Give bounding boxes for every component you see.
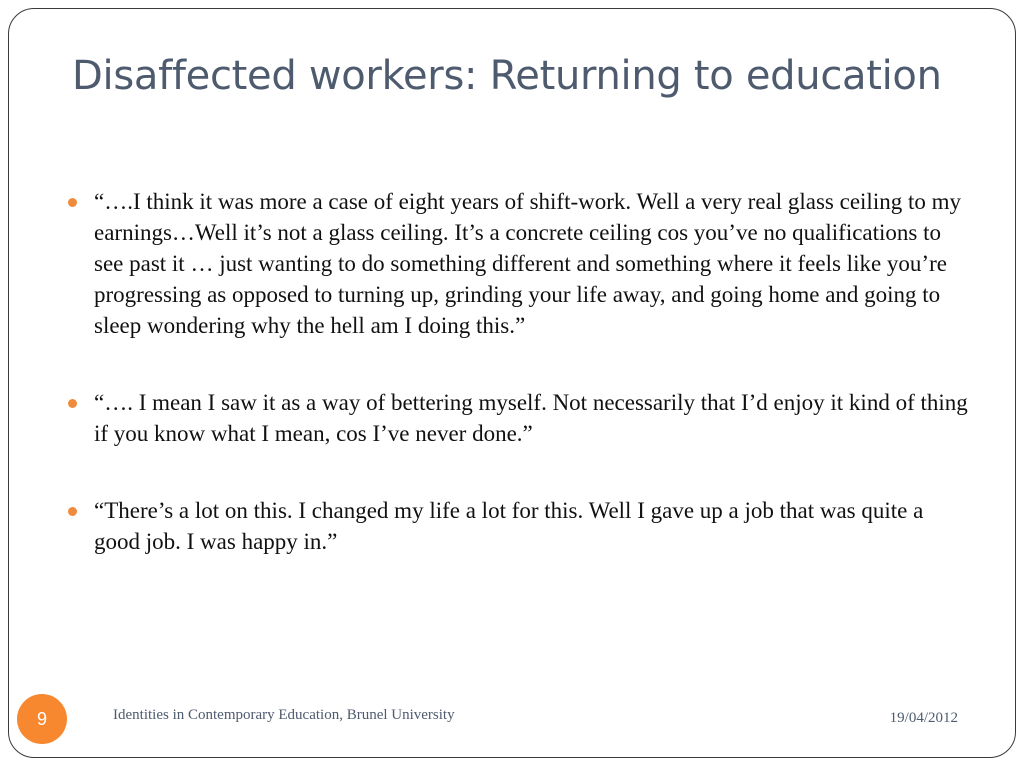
bullet-text: “There’s a lot on this. I changed my life a lot for this. Well I gave up a job that was quite a good job. I was happy in.”	[94, 498, 924, 554]
bullet-dot-icon	[68, 399, 77, 408]
slide-title: Disaffected workers: Returning to education	[72, 53, 942, 99]
page-number-badge: 9	[17, 694, 67, 744]
bullet-text: “…. I mean I saw it as a way of bettering myself. Not necessarily that I’d enjoy it kind of thing if you know what I mean, cos I’ve never done.”	[94, 390, 968, 446]
bullet-dot-icon	[68, 198, 77, 207]
footer-source: Identities in Contemporary Education, Brunel University	[113, 707, 455, 723]
list-item	[68, 387, 973, 449]
bullet-dot-icon	[68, 507, 77, 516]
list-item	[68, 495, 973, 557]
footer-date: 19/04/2012	[889, 710, 958, 726]
list-item	[68, 186, 973, 341]
bullet-text: “….I think it was more a case of eight years of shift-work. Well a very real glass ceiling to my earnings…Well it’s not a glass ceiling. It’s a concrete ceiling cos you’ve no qualifications to see past it … just wanting to do something different and something where it feels like you’re progressing as opposed to turning up, grinding your life away, and going home and going to sleep wondering why the hell am I doing this.”	[94, 189, 961, 338]
bullet-list	[68, 186, 973, 557]
